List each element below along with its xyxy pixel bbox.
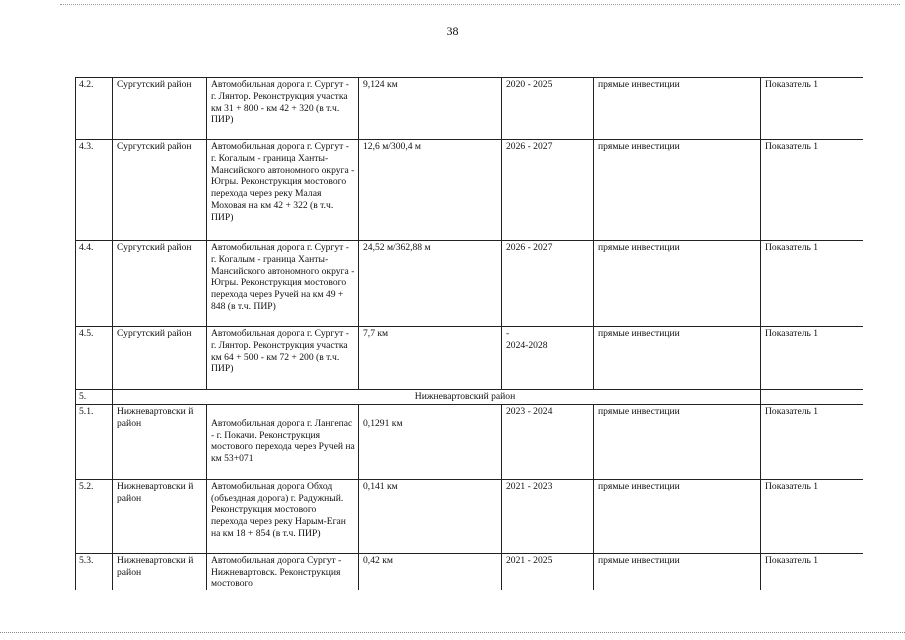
period-cell: 2021 - 2023 (502, 479, 594, 553)
table-row (76, 78, 864, 140)
projects-table (75, 77, 863, 590)
funding-form-cell: прямые инвестиции (594, 553, 761, 590)
row-number: 5.2. (76, 479, 113, 553)
indicator-cell: Показатель 1 (761, 140, 864, 241)
row-number: 4.4. (76, 241, 113, 327)
indicator-cell: Показатель 1 (761, 553, 864, 590)
table-row (76, 241, 864, 327)
funding-form-cell: прямые инвестиции (594, 479, 761, 553)
district-cell: Нижневартовски й район (113, 553, 207, 590)
indicator-cell: Показатель 1 (761, 404, 864, 479)
district-cell: Сургутский район (113, 78, 207, 140)
row-number: 4.3. (76, 140, 113, 241)
district-cell: Сургутский район (113, 241, 207, 327)
section-number: 5. (76, 390, 113, 405)
capacity-cell: 9,124 км (359, 78, 502, 140)
period-mark: - (506, 328, 510, 339)
capacity-cell: 7,7 км (359, 327, 502, 390)
district-cell: Нижневартовски й район (113, 404, 207, 479)
object-cell: Автомобильная дорога г. Сургут - г. Когалым - граница Ханты-Мансийского автономного округа - Югры. Реконструкция мостового перехода через Ручей на км 49 + 848 (в т.ч. ПИР) (207, 241, 359, 327)
object-cell: Автомобильная дорога г. Сургут - г. Лянтор. Реконструкция участка км 64 + 500 - км 72 + 200 (в т.ч. ПИР) (207, 327, 359, 390)
period-cell: 2021 - 2025 (502, 553, 594, 590)
table-row (76, 140, 864, 241)
row-number: 4.5. (76, 327, 113, 390)
row-number: 4.2. (76, 78, 113, 140)
funding-form-cell: прямые инвестиции (594, 404, 761, 479)
period-cell: 2020 - 2025 (502, 78, 594, 140)
period-cell: 2026 - 2027 (502, 241, 594, 327)
period-cell: 2023 - 2024 (502, 404, 594, 479)
section-header-empty-cell (761, 390, 864, 405)
indicator-cell: Показатель 1 (761, 327, 864, 390)
bottom-scan-edge (0, 632, 905, 633)
page-number: 38 (446, 24, 459, 38)
period-value: 2024-2028 (506, 339, 548, 351)
capacity-cell: 0,141 км (359, 479, 502, 553)
object-cell (207, 404, 359, 479)
table-row (76, 404, 864, 479)
capacity-cell (359, 404, 502, 479)
object-cell: Автомобильная дорога г. Сургут - г. Лянтор. Реконструкция участка км 31 + 800 - км 42 + 320 (в т.ч. ПИР) (207, 78, 359, 140)
district-cell: Сургутский район (113, 327, 207, 390)
section-header-row (76, 390, 864, 405)
capacity-cell: 0,42 км (359, 553, 502, 590)
capacity-value: 0,1291 км (363, 417, 403, 429)
row-number: 5.1. (76, 404, 113, 479)
top-scan-edge (60, 4, 900, 5)
funding-form-cell: прямые инвестиции (594, 78, 761, 140)
funding-form-cell: прямые инвестиции (594, 241, 761, 327)
capacity-cell: 24,52 м/362,88 м (359, 241, 502, 327)
indicator-cell: Показатель 1 (761, 78, 864, 140)
section-title: Нижневартовский район (113, 390, 761, 405)
district-cell: Нижневартовски й район (113, 479, 207, 553)
object-cell: Автомобильная дорога г. Сургут - г. Когалым - граница Ханты-Мансийского автономного округа - Югры. Реконструкция мостового перехода через реку Малая Моховая на км 42 + 322 (в т.ч. ПИР) (207, 140, 359, 241)
funding-form-cell: прямые инвестиции (594, 140, 761, 241)
table-row (76, 479, 864, 553)
district-cell: Сургутский район (113, 140, 207, 241)
funding-form-cell: прямые инвестиции (594, 327, 761, 390)
object-cell: Автомобильная дорога Сургут - Нижневартовск. Реконструкция мостового (207, 553, 359, 590)
indicator-cell: Показатель 1 (761, 241, 864, 327)
indicator-cell: Показатель 1 (761, 479, 864, 553)
period-cell (502, 327, 594, 390)
object-text: Автомобильная дорога г. Лангепас - г. Покачи. Реконструкция мостового перехода через Ручей на км 53+071 (211, 417, 355, 465)
capacity-cell: 12,6 м/300,4 м (359, 140, 502, 241)
projects-table-container (75, 77, 863, 590)
row-number: 5.3. (76, 553, 113, 590)
table-row (76, 327, 864, 390)
table-row (76, 553, 864, 590)
object-cell: Автомобильная дорога Обход (объездная дорога) г. Радужный. Реконструкция мостового перехода через реку Нарым-Еган на км 18 + 854 (в т.ч. ПИР) (207, 479, 359, 553)
period-cell: 2026 - 2027 (502, 140, 594, 241)
